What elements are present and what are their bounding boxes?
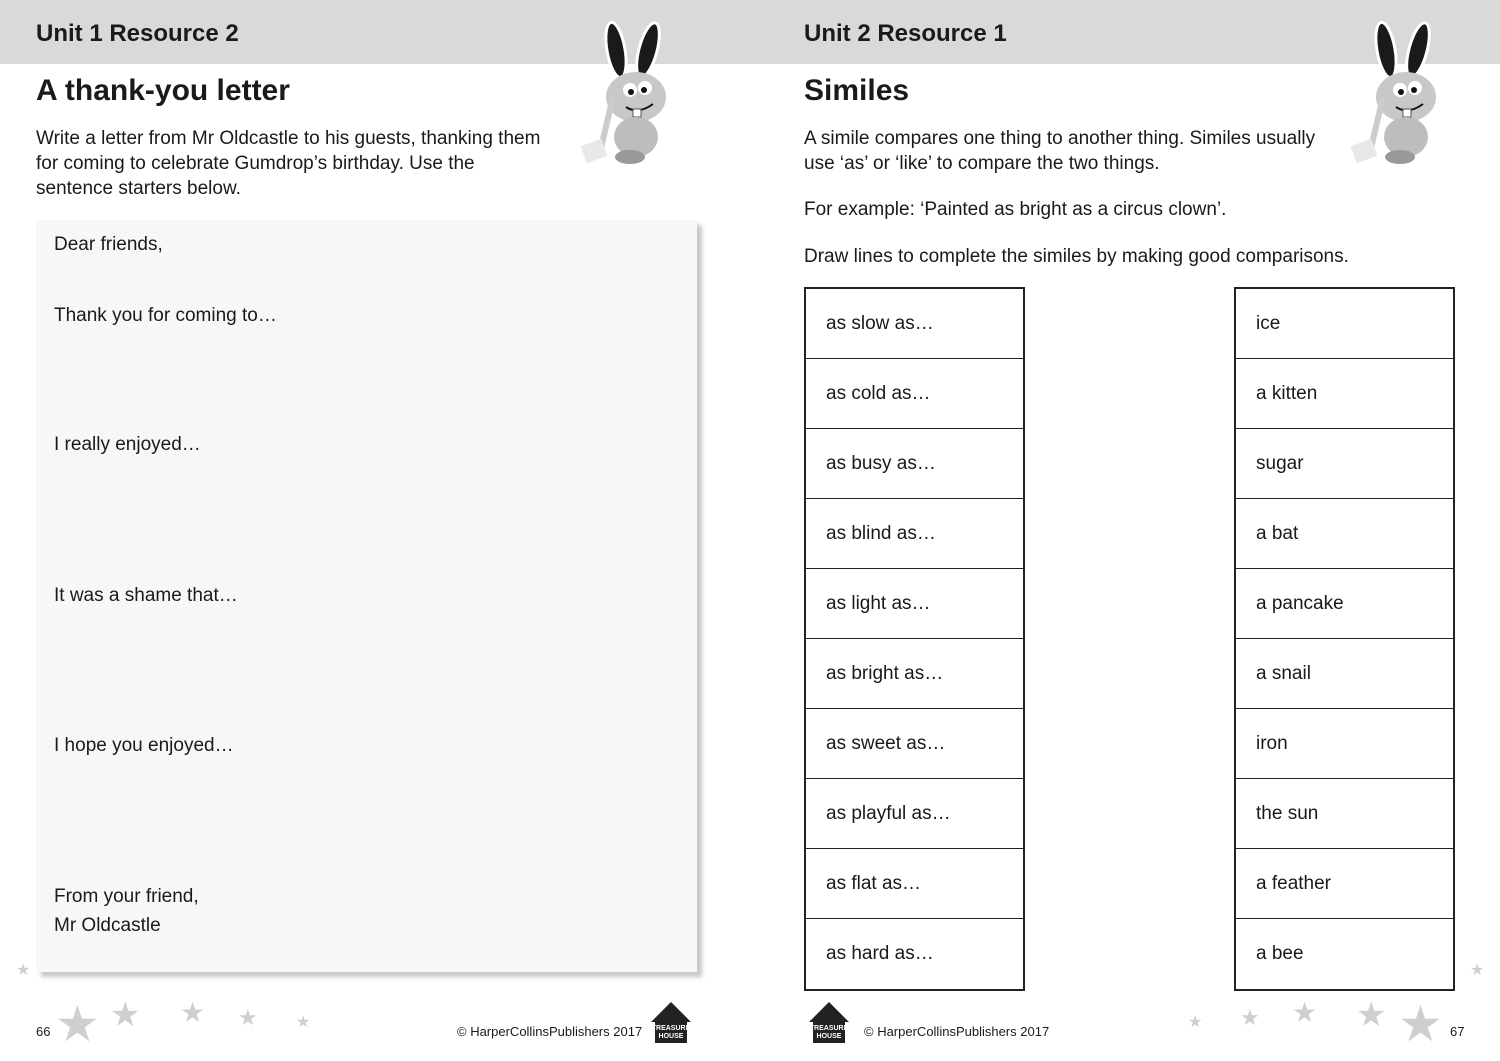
letter-starter: I hope you enjoyed… [54,735,234,756]
rabbit-illustration [1348,12,1443,167]
star-icon: ★ [1188,1014,1203,1031]
star-icon: ★ [296,1014,311,1031]
intro-text: A simile compares one thing to another thing. Similes usually use ‘as’ or ‘like’ to compare the two things. [804,128,1316,174]
simile-ending[interactable]: a snail [1236,639,1453,709]
treasure-house-logo [647,1000,695,1044]
copyright: © HarperCollinsPublishers 2017 [457,1024,643,1039]
simile-endings-column [1234,287,1455,991]
letter-writing-area[interactable] [36,220,697,972]
simile-ending[interactable]: a kitten [1236,359,1453,429]
copyright: © HarperCollinsPublishers 2017 [864,1024,1050,1039]
simile-starts-column [804,287,1025,991]
star-icon: ★ [238,1005,258,1030]
simile-start[interactable]: as flat as… [806,849,1023,919]
simile-start[interactable]: as cold as… [806,359,1023,429]
simile-start[interactable]: as hard as… [826,943,934,964]
simile-ending[interactable]: sugar [1236,429,1453,499]
svg-text:TREASURE: TREASURE [809,1025,849,1032]
svg-text:HOUSE: HOUSE [816,1033,842,1040]
simile-ending[interactable]: a pancake [1236,569,1453,639]
example-text: For example: ‘Painted as bright as a circus clown’. [804,199,1227,220]
star-icon: ★ [55,996,100,1052]
star-icon: ★ [1356,996,1387,1034]
unit-label: Unit 2 Resource 1 [804,20,1007,47]
letter-signoff: From your friend, [54,886,199,907]
simile-ending[interactable]: a feather [1236,849,1453,919]
simile-start[interactable]: as light as… [806,569,1023,639]
svg-text:HOUSE: HOUSE [658,1033,684,1040]
page-title: Similes [804,74,910,107]
star-icon: ★ [180,997,206,1028]
letter-starter: I really enjoyed… [54,434,201,455]
simile-ending[interactable]: iron [1236,709,1453,779]
star-icon: ★ [1470,962,1485,979]
page-title: A thank-you letter [36,74,290,107]
simile-start[interactable]: as busy as… [806,429,1023,499]
simile-ending[interactable]: a bee [1256,943,1304,964]
task-text: Draw lines to complete the similes by making good comparisons. [804,246,1349,267]
star-icon: ★ [1398,996,1443,1052]
simile-start[interactable]: as blind as… [806,499,1023,569]
star-icon: ★ [110,996,141,1034]
svg-text:TREASURE: TREASURE [651,1025,691,1032]
star-icon: ★ [16,962,31,979]
simile-ending[interactable]: a bat [1236,499,1453,569]
letter-starter: It was a shame that… [54,585,238,606]
rabbit-illustration [578,12,673,167]
simile-ending[interactable]: ice [1236,289,1453,359]
treasure-house-logo [805,1000,853,1044]
letter-starter: Thank you for coming to… [54,305,277,326]
simile-ending[interactable]: the sun [1236,779,1453,849]
star-icon: ★ [1292,997,1318,1028]
page-number: 66 [36,1024,51,1039]
simile-start[interactable]: as bright as… [806,639,1023,709]
page-number: 67 [1450,1024,1465,1039]
unit-label: Unit 1 Resource 2 [36,20,239,47]
letter-greeting: Dear friends, [54,234,163,255]
star-icon: ★ [1240,1005,1260,1030]
simile-start[interactable]: as slow as… [806,289,1023,359]
instructions: Write a letter from Mr Oldcastle to his guests, thanking them for coming to celebrate Gumdrop’s birthday. Use the sentence starters below. [36,128,541,199]
simile-start[interactable]: as playful as… [806,779,1023,849]
simile-start[interactable]: as sweet as… [806,709,1023,779]
letter-signature: Mr Oldcastle [54,915,161,936]
